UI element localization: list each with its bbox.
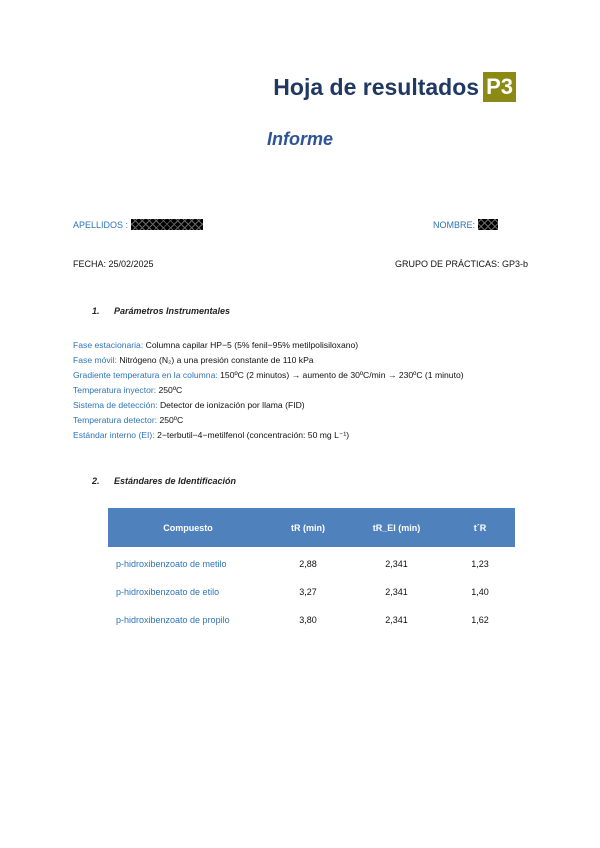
table-row xyxy=(108,578,515,606)
results-table xyxy=(108,508,515,634)
fecha-text: FECHA: 25/02/2025 xyxy=(73,259,154,269)
header-tr-ei: tR_EI (min) xyxy=(348,508,445,547)
header-compuesto: Compuesto xyxy=(108,508,268,547)
section-1-number: 1. xyxy=(92,306,100,316)
param-label: Fase móvil: xyxy=(73,355,117,365)
section-1-heading xyxy=(92,306,230,316)
param-value: 250ºC xyxy=(157,415,184,425)
cell-tr-ei: 2,341 xyxy=(385,587,408,597)
document-subtitle: Informe xyxy=(266,129,333,149)
nombre-row xyxy=(433,219,498,230)
document-title xyxy=(273,72,516,102)
param-label: Fase estacionaria: xyxy=(73,340,144,350)
param-label: Gradiente temperatura en la columna: xyxy=(73,370,218,380)
table-header-row xyxy=(108,508,515,547)
param-label: Sistema de detección: xyxy=(73,400,158,410)
apellidos-label: APELLIDOS : xyxy=(73,220,129,230)
section-2-heading xyxy=(92,476,236,486)
param-row xyxy=(73,385,182,395)
param-row xyxy=(73,370,464,380)
cell-tr: 2,88 xyxy=(299,559,317,569)
param-value: Nitrógeno (N₂) a una presión constante de 110 kPa xyxy=(116,355,314,365)
title-text: Hoja de resultados xyxy=(273,73,480,100)
cell-compuesto: p-hidroxibenzoato de metilo xyxy=(116,559,227,569)
param-label: Estándar interno (EI): xyxy=(73,430,155,440)
section-1-title: Parámetros Instrumentales xyxy=(114,306,231,316)
param-value: Columna capilar HP−5 (5% fenil−95% metilpolisiloxano) xyxy=(143,340,359,350)
param-row xyxy=(73,415,183,425)
param-row xyxy=(73,355,314,365)
section-2-title: Estándares de Identificación xyxy=(114,476,237,486)
param-label: Temperatura detector: xyxy=(73,415,158,425)
header-tr: tR (min) xyxy=(268,508,348,547)
param-row xyxy=(73,400,305,410)
grupo-text: GRUPO DE PRÁCTICAS: GP3-b xyxy=(395,259,529,269)
cell-tr-ei: 2,341 xyxy=(385,559,408,569)
table-row xyxy=(108,606,515,634)
cell-tr: 3,27 xyxy=(299,587,317,597)
cell-tr: 3,80 xyxy=(299,615,317,625)
cell-tr-prime: 1,23 xyxy=(471,559,489,569)
param-label: Temperatura inyector: xyxy=(73,385,157,395)
param-row xyxy=(73,340,358,350)
practice-badge: P3 xyxy=(483,72,516,102)
cell-tr-ei: 2,341 xyxy=(385,615,408,625)
param-value: 150ºC (2 minutos) → aumento de 30ºC/min → 230ºC (1 minuto) xyxy=(217,370,464,380)
cell-tr-prime: 1,40 xyxy=(471,587,489,597)
table-row xyxy=(108,547,515,578)
cell-compuesto: p-hidroxibenzoato de etilo xyxy=(116,587,220,597)
param-value: 250ºC xyxy=(156,385,183,395)
param-row xyxy=(73,430,349,441)
apellidos-row xyxy=(73,219,203,230)
nombre-label: NOMBRE: xyxy=(433,220,476,230)
nombre-redacted xyxy=(478,219,498,230)
header-tr-prime: t´R xyxy=(445,508,515,547)
apellidos-redacted xyxy=(131,219,203,230)
cell-tr-prime: 1,62 xyxy=(471,615,489,625)
param-value: 2−terbutil−4−metilfenol (concentración: 50 mg L⁻¹) xyxy=(154,430,350,440)
param-value: Detector de ionización por llama (FID) xyxy=(157,400,305,410)
section-2-number: 2. xyxy=(92,476,100,486)
cell-compuesto: p-hidroxibenzoato de propilo xyxy=(116,615,230,625)
